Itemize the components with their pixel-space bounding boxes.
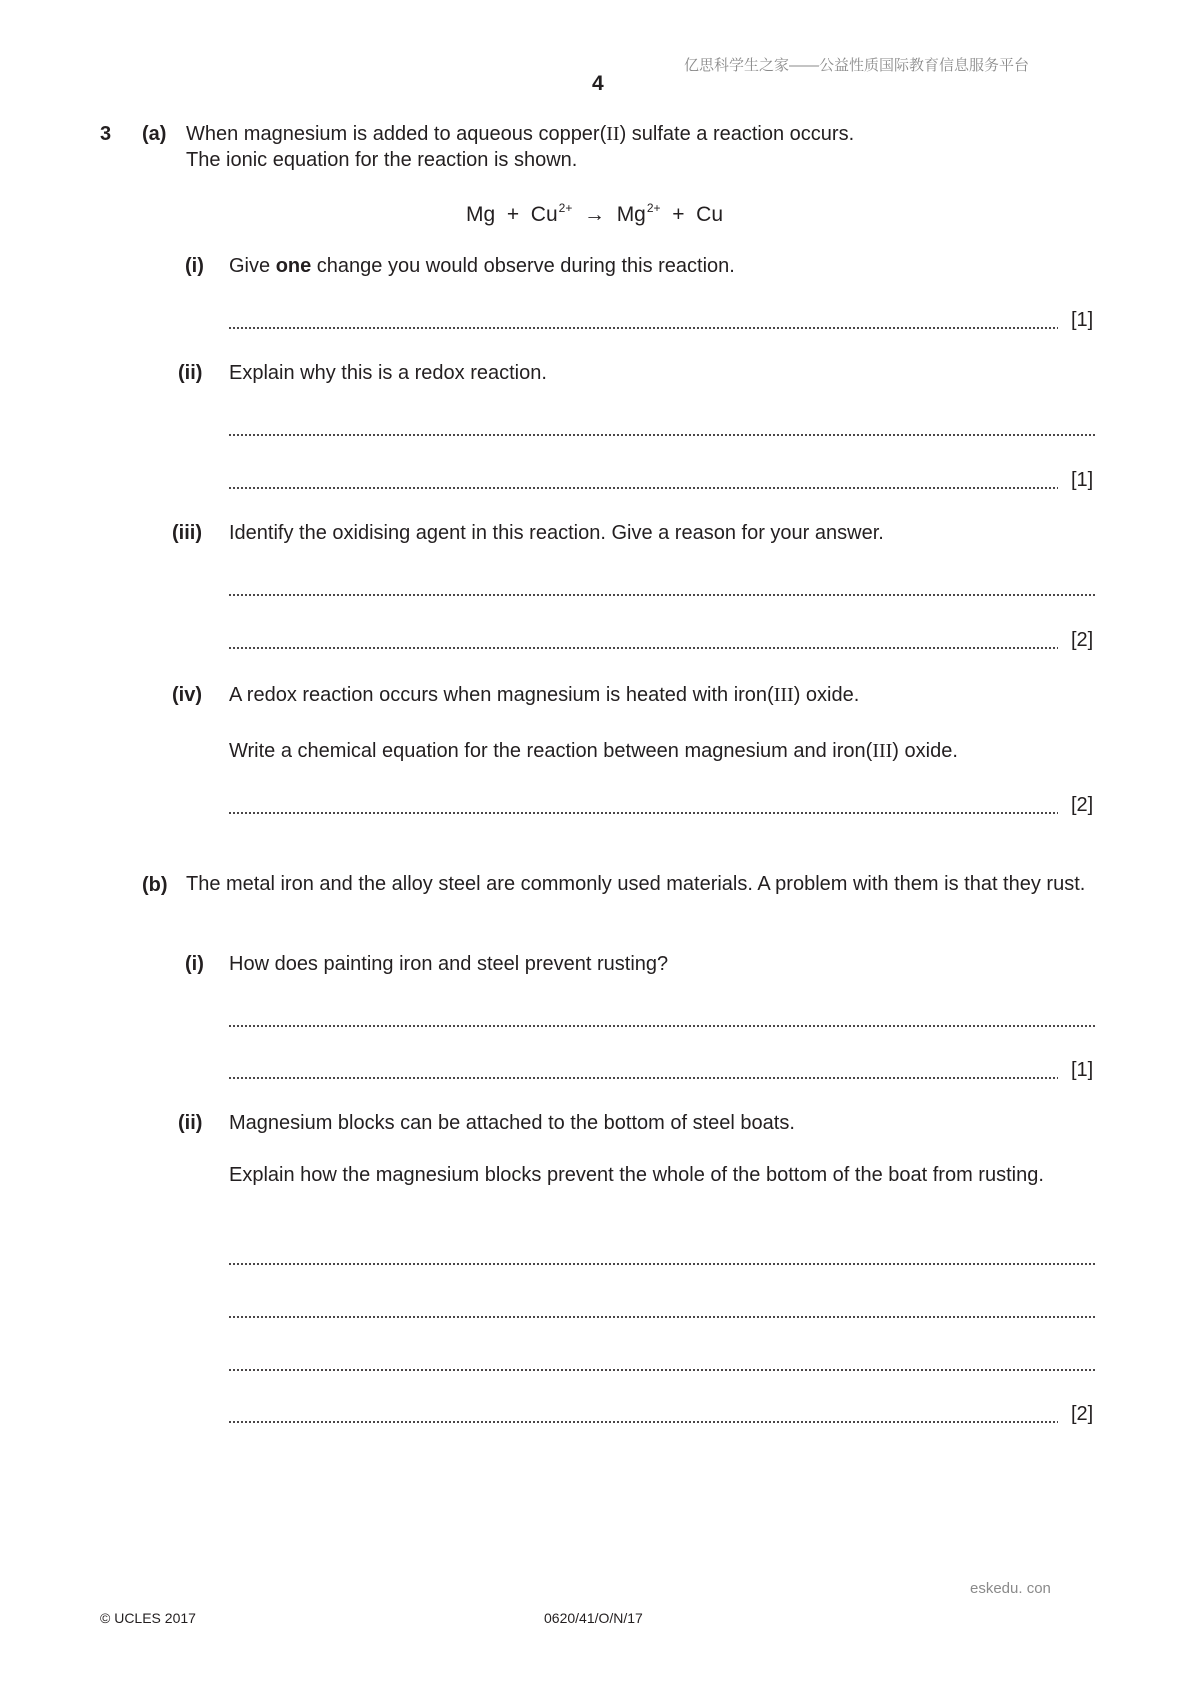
part-a-intro-line2: The ionic equation for the reaction is shown. — [186, 149, 578, 171]
part-b-label: (b) — [142, 874, 168, 896]
part-b-ii-label: (ii) — [178, 1112, 203, 1134]
part-a-i-label: (i) — [185, 255, 204, 277]
part-a-iv-label: (iv) — [172, 684, 202, 706]
part-b-i-mark: [1] — [1071, 1059, 1094, 1081]
part-b-i-text: How does painting iron and steel prevent rusting? — [229, 953, 669, 975]
paper-code: 0620/41/O/N/17 — [544, 1610, 643, 1626]
footer-watermark: eskedu. con — [970, 1580, 1051, 1597]
answer-line[interactable] — [229, 1421, 1058, 1423]
part-a-i-text: Give one change you would observe during this reaction. — [229, 255, 735, 277]
answer-line[interactable] — [229, 1316, 1097, 1318]
part-a-intro-line1: When magnesium is added to aqueous copper(II) sulfate a reaction occurs. — [186, 123, 855, 145]
part-a-iii-label: (iii) — [172, 522, 202, 544]
answer-line[interactable] — [229, 327, 1058, 329]
part-a-iv-mark: [2] — [1071, 794, 1094, 816]
part-a-ii-text: Explain why this is a redox reaction. — [229, 362, 547, 384]
page-number: 4 — [592, 72, 604, 95]
part-a-iii-mark: [2] — [1071, 629, 1094, 651]
ionic-equation: $Mg + Cu^{2+} \to Mg^{2+} + Cu$ — [466, 201, 724, 226]
part-a-iv-text2: Write a chemical equation for the reaction between magnesium and iron(III) oxide. — [229, 740, 958, 762]
part-b-ii-text1: Magnesium blocks can be attached to the bottom of steel boats. — [229, 1112, 795, 1134]
answer-line[interactable] — [229, 434, 1097, 436]
answer-line[interactable] — [229, 487, 1058, 489]
part-b-ii-mark: [2] — [1071, 1403, 1094, 1425]
answer-line[interactable] — [229, 812, 1058, 814]
arrow-icon: → — [584, 203, 606, 226]
part-a-iii-text: Identify the oxidising agent in this reaction. Give a reason for your answer. — [229, 522, 884, 544]
answer-line[interactable] — [229, 1263, 1097, 1265]
part-a-ii-label: (ii) — [178, 362, 203, 384]
question-number: 3 — [100, 123, 112, 145]
answer-line[interactable] — [229, 1025, 1097, 1027]
answer-line[interactable] — [229, 1077, 1058, 1079]
copyright: © UCLES 2017 — [100, 1610, 196, 1626]
answer-line[interactable] — [229, 1369, 1097, 1371]
part-a-label: (a) — [142, 123, 167, 145]
part-b-intro: The metal iron and the alloy steel are commonly used materials. A problem with them is that they rust. — [186, 873, 1086, 895]
part-b-ii-text2: Explain how the magnesium blocks prevent the whole of the bottom of the boat from rusting. — [229, 1164, 1044, 1186]
part-b-i-label: (i) — [185, 953, 204, 975]
part-a-i-mark: [1] — [1071, 309, 1094, 331]
part-a-iv-text1: A redox reaction occurs when magnesium is heated with iron(III) oxide. — [229, 684, 860, 706]
answer-line[interactable] — [229, 647, 1058, 649]
answer-line[interactable] — [229, 594, 1097, 596]
header-watermark: 亿思科学生之家——公益性质国际教育信息服务平台 — [684, 57, 1030, 74]
part-a-ii-mark: [1] — [1071, 469, 1094, 491]
